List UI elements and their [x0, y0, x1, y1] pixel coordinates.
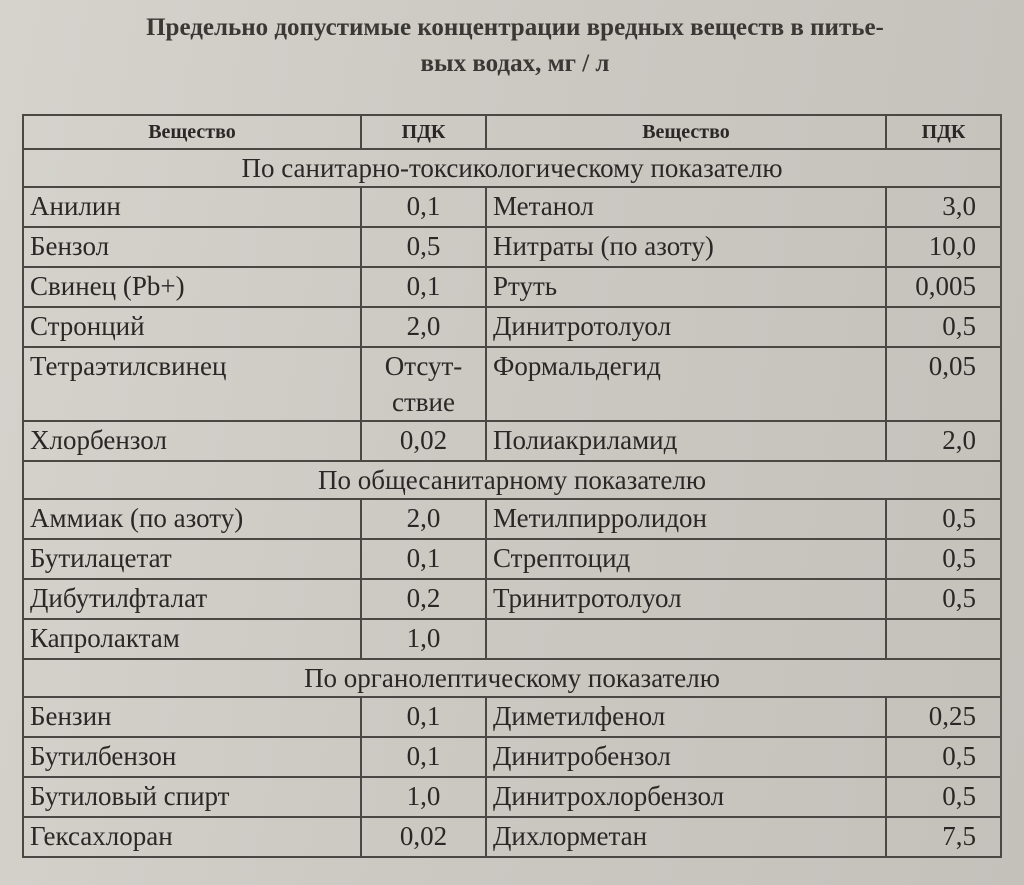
- substance-cell: [486, 619, 886, 659]
- header-substance-1: Вещество: [23, 115, 361, 149]
- substance-cell: Дихлорметан: [486, 817, 886, 857]
- table-row: [23, 817, 1001, 857]
- substance-cell: Бутилбензон: [23, 737, 361, 777]
- mpc-cell: 0,1: [361, 737, 486, 777]
- substance-cell: Ртуть: [486, 267, 886, 307]
- substance-cell: Аммиак (по азоту): [23, 499, 361, 539]
- table-row: [23, 267, 1001, 307]
- mpc-cell: 0,5: [886, 737, 1001, 777]
- table-row: [23, 737, 1001, 777]
- mpc-cell: 0,5: [886, 777, 1001, 817]
- table-row: [23, 187, 1001, 227]
- substance-cell: Формальдегид: [486, 347, 886, 421]
- mpc-cell: 1,0: [361, 619, 486, 659]
- title-line-1: Предельно допустимые концентрации вредных веществ в питье-: [146, 14, 884, 41]
- substance-cell: Бензин: [23, 697, 361, 737]
- mpc-cell: 2,0: [361, 499, 486, 539]
- substance-cell: Бутилацетат: [23, 539, 361, 579]
- table-row: [23, 227, 1001, 267]
- mpc-cell: 0,5: [886, 539, 1001, 579]
- section-header-row: [23, 461, 1001, 499]
- substance-cell: Метанол: [486, 187, 886, 227]
- mpc-cell: 0,5: [886, 499, 1001, 539]
- table-row: [23, 539, 1001, 579]
- mpc-table: [22, 114, 1002, 858]
- substance-cell: Динитробензол: [486, 737, 886, 777]
- mpc-cell: 0,5: [361, 227, 486, 267]
- mpc-cell: 0,1: [361, 539, 486, 579]
- mpc-cell: 0,2: [361, 579, 486, 619]
- substance-cell: Бензол: [23, 227, 361, 267]
- table-row: [23, 421, 1001, 461]
- section-label: По санитарно-токсикологическому показателю: [23, 149, 1001, 187]
- mpc-cell: 2,0: [361, 307, 486, 347]
- mpc-cell: 0,1: [361, 187, 486, 227]
- mpc-cell: 3,0: [886, 187, 1001, 227]
- table-row: [23, 499, 1001, 539]
- substance-cell: Динитротолуол: [486, 307, 886, 347]
- mpc-cell: 0,25: [886, 697, 1001, 737]
- section-header-row: [23, 659, 1001, 697]
- mpc-cell: 0,02: [361, 817, 486, 857]
- header-substance-2: Вещество: [486, 115, 886, 149]
- table-row: [23, 619, 1001, 659]
- substance-cell: Капролактам: [23, 619, 361, 659]
- substance-cell: Стрептоцид: [486, 539, 886, 579]
- substance-cell: Дибутилфталат: [23, 579, 361, 619]
- section-label: По общесанитарному показателю: [23, 461, 1001, 499]
- substance-cell: Нитраты (по азоту): [486, 227, 886, 267]
- mpc-cell: 7,5: [886, 817, 1001, 857]
- mpc-cell: 0,1: [361, 697, 486, 737]
- mpc-cell-line-2: ствие: [392, 387, 455, 417]
- section-label: По органолептическому показателю: [23, 659, 1001, 697]
- table-row: [23, 579, 1001, 619]
- substance-cell: Стронций: [23, 307, 361, 347]
- substance-cell: Гексахлоран: [23, 817, 361, 857]
- mpc-cell: 0,05: [886, 347, 1001, 421]
- mpc-cell: 0,005: [886, 267, 1001, 307]
- header-mpc-1: ПДК: [361, 115, 486, 149]
- mpc-cell: 10,0: [886, 227, 1001, 267]
- mpc-cell-line-1: Отсут-: [384, 351, 463, 381]
- mpc-cell: 1,0: [361, 777, 486, 817]
- substance-cell: Полиакриламид: [486, 421, 886, 461]
- mpc-cell: 0,1: [361, 267, 486, 307]
- substance-cell: Динитрохлорбензол: [486, 777, 886, 817]
- substance-cell: Анилин: [23, 187, 361, 227]
- mpc-cell: [361, 347, 486, 421]
- mpc-cell: 0,02: [361, 421, 486, 461]
- header-mpc-2: ПДК: [886, 115, 1001, 149]
- document-title: [30, 10, 1000, 82]
- substance-cell: Свинец (Pb+): [23, 267, 361, 307]
- table-header-row: [23, 115, 1001, 149]
- substance-cell: Бутиловый спирт: [23, 777, 361, 817]
- substance-cell: Хлорбензол: [23, 421, 361, 461]
- mpc-cell: 0,5: [886, 579, 1001, 619]
- table-row: [23, 347, 1001, 421]
- mpc-cell: [886, 619, 1001, 659]
- title-line-2: вых водах, мг / л: [420, 50, 610, 77]
- substance-cell: Метилпирролидон: [486, 499, 886, 539]
- substance-cell: Тринитротолуол: [486, 579, 886, 619]
- mpc-cell: 2,0: [886, 421, 1001, 461]
- substance-cell: Тетраэтилсвинец: [23, 347, 361, 421]
- mpc-cell: 0,5: [886, 307, 1001, 347]
- section-header-row: [23, 149, 1001, 187]
- table-row: [23, 307, 1001, 347]
- substance-cell: Диметилфенол: [486, 697, 886, 737]
- table-row: [23, 777, 1001, 817]
- table-row: [23, 697, 1001, 737]
